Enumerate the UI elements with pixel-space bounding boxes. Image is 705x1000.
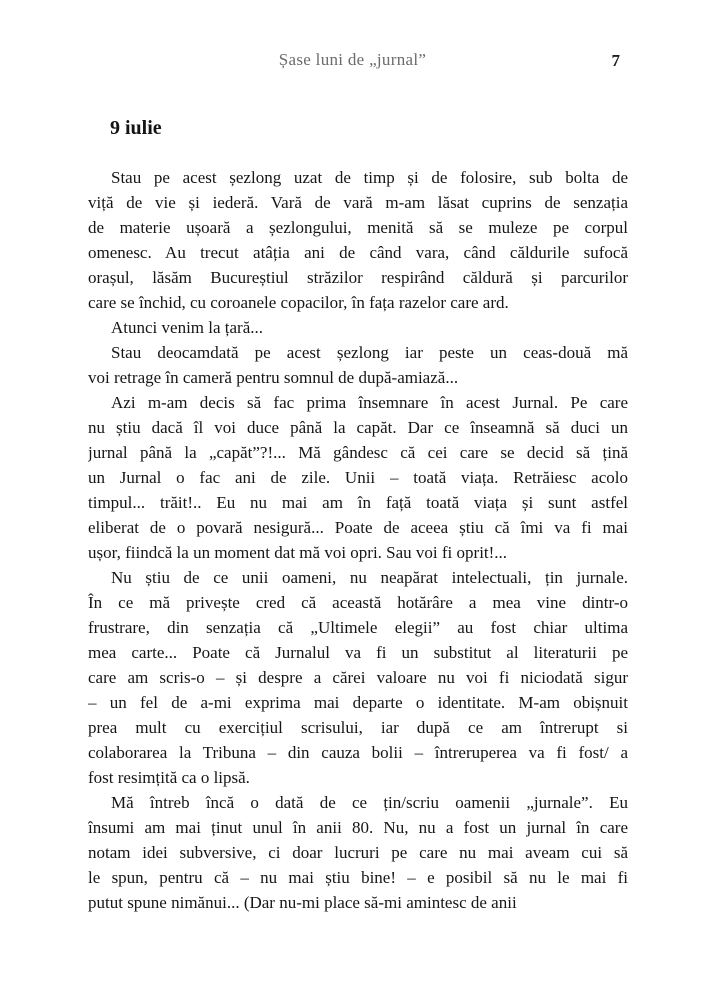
text-line: le spun, pentru că – nu mai știu bine! – e posibil să nu le mai fi: [88, 868, 628, 887]
body-text: [88, 165, 628, 915]
text-line: timpul... trăit!.. Eu nu mai am în față toată viața și sunt astfel: [88, 493, 628, 512]
text-line: – un fel de a-mi exprima mai departe o identitate. M-am obișnuit: [88, 693, 628, 712]
text-line: omenesc. Au trecut atâția ani de când vara, când căldurile sufocă: [88, 243, 628, 262]
paragraph: [88, 315, 628, 340]
text-line: mea carte... Poate că Jurnalul va fi un substitut al literaturii pe: [88, 643, 628, 662]
page-number: 7: [611, 51, 620, 70]
running-header: [0, 50, 705, 74]
text-line: frustrare, din senzația că „Ultimele elegii” au fost chiar ultima: [88, 618, 628, 637]
section-heading: 9 iulie: [110, 117, 162, 139]
text-line: Azi m-am decis să fac prima însemnare în acest Jurnal. Pe care: [111, 393, 628, 412]
text-line: putut spune nimănui... (Dar nu-mi place să-mi amintesc de anii: [88, 893, 517, 912]
paragraph: [88, 565, 628, 790]
text-line: jurnal până la „capăt”?!... Mă gândesc că cei care se decid să țină: [88, 443, 628, 462]
text-line: prea mult cu exercițiul scrisului, iar după ce am întrerupt si: [88, 718, 628, 737]
text-line: orașul, lăsăm Bucureștiul străzilor respirând căldură și parcurilor: [88, 268, 628, 287]
paragraph: [88, 165, 628, 315]
text-line: ușor, fiindcă la un moment dat mă voi opri. Sau voi fi oprit!...: [88, 543, 508, 562]
text-line: Stau pe acest șezlong uzat de timp și de folosire, sub bolta de: [111, 168, 628, 187]
text-line: Atunci venim la țară...: [111, 318, 264, 337]
text-line: În ce mă privește cred că această hotărâre a mea vine dintr-o: [88, 593, 628, 612]
text-line: Stau deocamdată pe acest șezlong iar peste un ceas-două mă: [111, 343, 628, 362]
text-line: Nu știu de ce unii oameni, nu neapărat intelectuali, țin jurnale.: [111, 568, 628, 587]
paragraph: [88, 790, 628, 915]
header-title: Șase luni de „jurnal”: [278, 50, 427, 69]
text-line: care am scris-o – și despre a cărei valoare nu voi fi niciodată sigur: [88, 668, 628, 687]
text-line: notam idei subversive, ci doar lucruri pe care nu mai aveam cui să: [88, 843, 628, 862]
text-line: viță de vie și iederă. Vară de vară m-am lăsat cuprins de senzația: [88, 193, 628, 212]
text-line: colaborarea la Tribuna – din cauza bolii – întreruperea va fi fost/ a: [88, 743, 628, 762]
text-line: voi retrage în cameră pentru somnul de după-amiază...: [88, 368, 459, 387]
text-line: fost resimțită ca o lipsă.: [88, 768, 250, 787]
text-line: un Jurnal o fac ani de zile. Unii – toată viața. Retrăiesc acolo: [88, 468, 628, 487]
text-line: eliberat de o povară nesigură... Poate de aceea știu că îmi va fi mai: [88, 518, 628, 537]
text-line: însumi am mai ținut unul în anii 80. Nu, nu a fost un jurnal în care: [88, 818, 628, 837]
paragraph: [88, 390, 628, 565]
text-line: care se închid, cu coroanele copacilor, în fața razelor care ard.: [88, 293, 509, 312]
paragraph: [88, 340, 628, 390]
text-line: Mă întreb încă o dată de ce țin/scriu oamenii „jurnale”. Eu: [111, 793, 628, 812]
text-line: nu știu dacă îl voi duce până la capăt. Dar ce înseamnă să duci un: [88, 418, 628, 437]
text-line: de materie ușoară a șezlongului, menită să se muleze pe corpul: [88, 218, 628, 237]
